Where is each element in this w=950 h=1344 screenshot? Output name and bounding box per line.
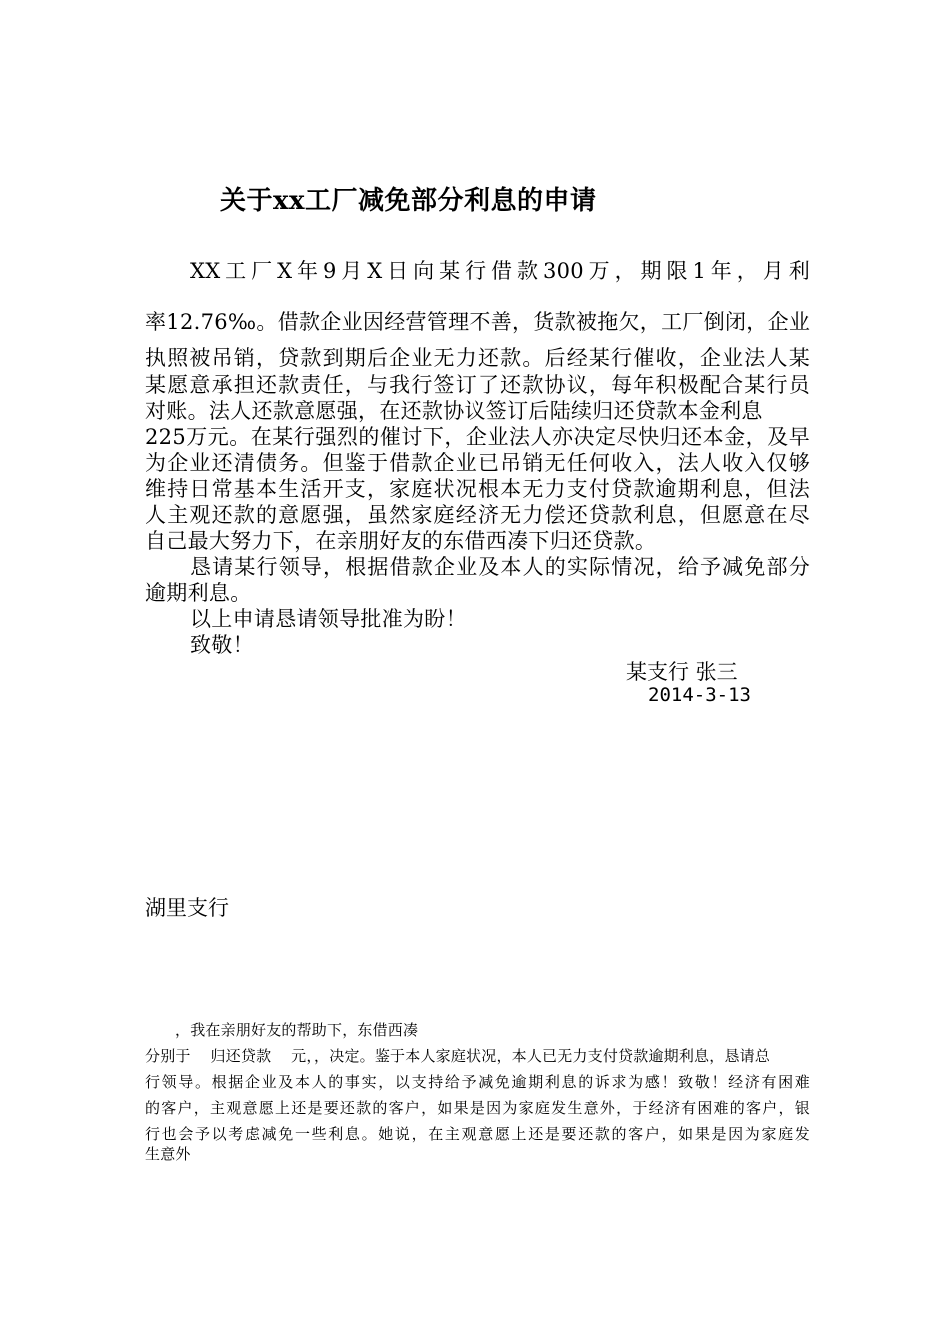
footnote-line-1: ，我在亲朋好友的帮助下，东借西凑: [175, 1021, 419, 1039]
body-line-11: 恳请某行领导，根据借款企业及本人的实际情况，给予减免部分: [190, 555, 810, 579]
branch-label: 湖里支行: [145, 896, 229, 920]
footnote-line-2: 分别于 归还贷款 元，，决定。鉴于本人家庭状况，本人已无力支付贷款逾期利息，恳请总: [145, 1047, 771, 1065]
document-title: 关于xx工厂减免部分利息的申请: [220, 186, 597, 216]
body-line-9: 人主观还款的意愿强，虽然家庭经济无力偿还贷款利息，但愿意在尽: [145, 503, 810, 527]
body-line-3: 执照被吊销，贷款到期后企业无力还款。后经某行催收，企业法人某: [145, 346, 810, 370]
footnote-line-6: 生意外: [145, 1145, 191, 1163]
body-line-7: 为企业还清债务。但鉴于借款企业已吊销无任何收入，法人收入仅够: [145, 451, 810, 475]
body-line-5: 对账。法人还款意愿强，在还款协议签订后陆续归还贷款本金利息: [145, 399, 763, 423]
footnote-line-3: 行领导。根据企业及本人的事实，以支持给予减免逾期利息的诉求为感！致敬！经济有困难: [145, 1073, 810, 1091]
body-line-12: 逾期利息。: [145, 581, 252, 605]
body-line-8: 维持日常基本生活开支，家庭状况根本无力支付贷款逾期利息，但法: [145, 477, 810, 501]
signature-name: 某支行 张三: [626, 660, 738, 684]
body-line-10: 自己最大努力下，在亲朋好友的东借西凑下归还贷款。: [145, 529, 657, 553]
body-line-4: 某愿意承担还款责任，与我行签订了还款协议，每年积极配合某行员: [145, 373, 810, 397]
signature-date: 2014-3-13: [648, 684, 751, 706]
body-line-14: 致敬！: [190, 633, 254, 657]
body-line-6: 225万元。在某行强烈的催讨下，企业法人亦决定尽快归还本金，及早: [145, 425, 810, 449]
body-line-2: 率12.76‰。借款企业因经营管理不善，货款被拖欠，工厂倒闭，企业: [145, 310, 811, 334]
body-line-1: XX工厂X年9月X日向某行借款300万，期限1年，月利: [190, 259, 810, 283]
footnote-line-5: 行也会予以考虑减免一些利息。她说，在主观意愿上还是要还款的客户，如果是因为家庭发: [145, 1125, 810, 1143]
footnote-line-4: 的客户，主观意愿上还是要还款的客户，如果是因为家庭发生意外，于经济有困难的客户，银: [145, 1099, 810, 1117]
body-line-13: 以上申请恳请领导批准为盼！: [190, 607, 467, 631]
